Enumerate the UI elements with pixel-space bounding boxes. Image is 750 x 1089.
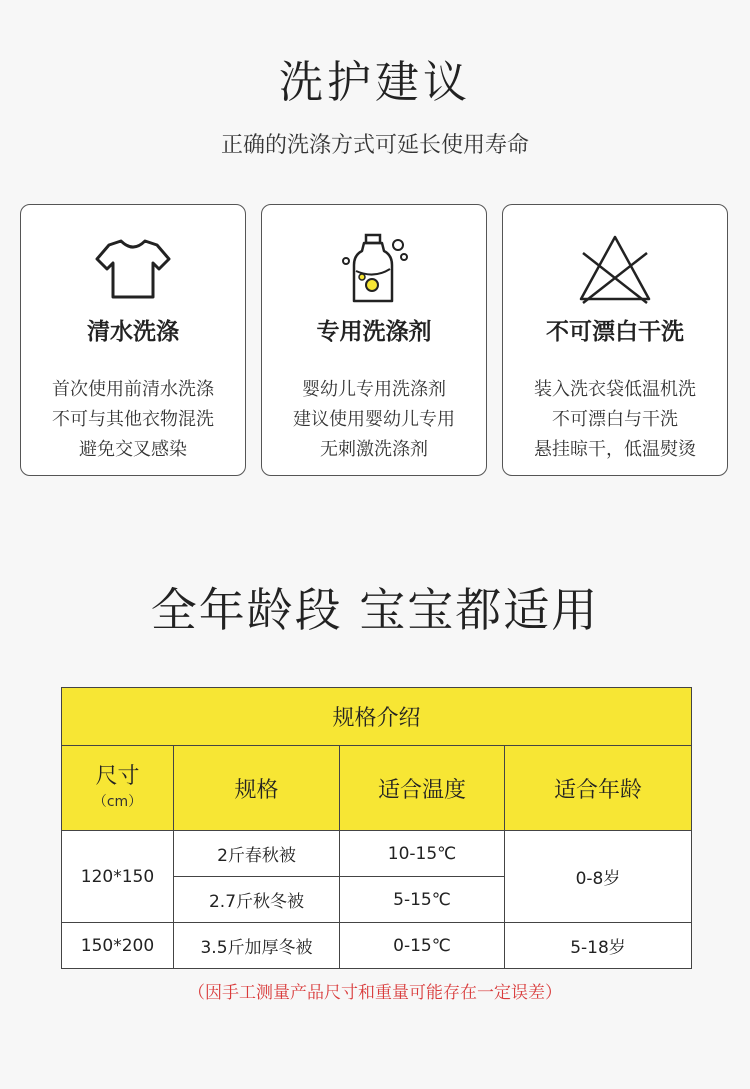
card-title: 清水洗涤 (87, 319, 179, 345)
card-line: 悬挂晾干，低温熨烫 (534, 439, 696, 460)
cell-size: 150*200 (62, 923, 174, 969)
cell-size: 120*150 (62, 831, 174, 923)
header-age: 适合年龄 (505, 746, 692, 831)
cell-spec: 3.5斤加厚冬被 (174, 923, 340, 969)
card-title: 专用洗涤剂 (316, 319, 432, 345)
header-spec: 规格 (174, 746, 340, 831)
header-temp: 适合温度 (340, 746, 505, 831)
tshirt-icon (21, 231, 245, 307)
measurement-note: （因手工测量产品尺寸和重量可能存在一定误差） (188, 983, 562, 1003)
card-line: 无刺激洗涤剂 (320, 439, 428, 460)
card-line: 建议使用婴幼儿专用 (293, 409, 455, 430)
spec-table-caption: 规格介绍 (62, 688, 692, 746)
spec-table (61, 687, 692, 969)
cell-temp: 10-15℃ (340, 831, 505, 877)
care-card-no-bleach (502, 204, 728, 476)
header-size-unit: （cm） (92, 794, 143, 810)
card-description (21, 375, 245, 465)
age-headline: 全年龄段 宝宝都适用 (150, 583, 600, 637)
header-size-label: 尺寸 (95, 764, 140, 789)
care-cards (20, 204, 730, 478)
card-line: 婴幼儿专用洗涤剂 (302, 379, 446, 400)
card-line: 装入洗衣袋低温机洗 (534, 379, 696, 400)
care-card-detergent (261, 204, 487, 476)
cell-temp: 5-15℃ (340, 877, 505, 923)
card-description (503, 375, 727, 465)
header-size (62, 746, 174, 831)
card-description (262, 375, 486, 465)
table-row (62, 923, 692, 969)
cell-age: 5-18岁 (505, 923, 692, 969)
card-line: 避免交叉感染 (79, 439, 187, 460)
care-title: 洗护建议 (279, 57, 471, 108)
card-line: 不可与其他衣物混洗 (52, 409, 214, 430)
care-subtitle: 正确的洗涤方式可延长使用寿命 (220, 133, 529, 158)
cell-spec: 2.7斤秋冬被 (174, 877, 340, 923)
detergent-bottle-icon (262, 231, 486, 307)
card-line: 首次使用前清水洗涤 (52, 379, 214, 400)
care-card-water-wash (20, 204, 246, 476)
card-line: 不可漂白与干洗 (552, 409, 678, 430)
cell-age: 0-8岁 (505, 831, 692, 923)
table-row (62, 831, 692, 877)
cell-temp: 0-15℃ (340, 923, 505, 969)
cell-spec: 2斤春秋被 (174, 831, 340, 877)
no-bleach-icon (503, 231, 727, 307)
card-title: 不可漂白干洗 (546, 319, 684, 345)
